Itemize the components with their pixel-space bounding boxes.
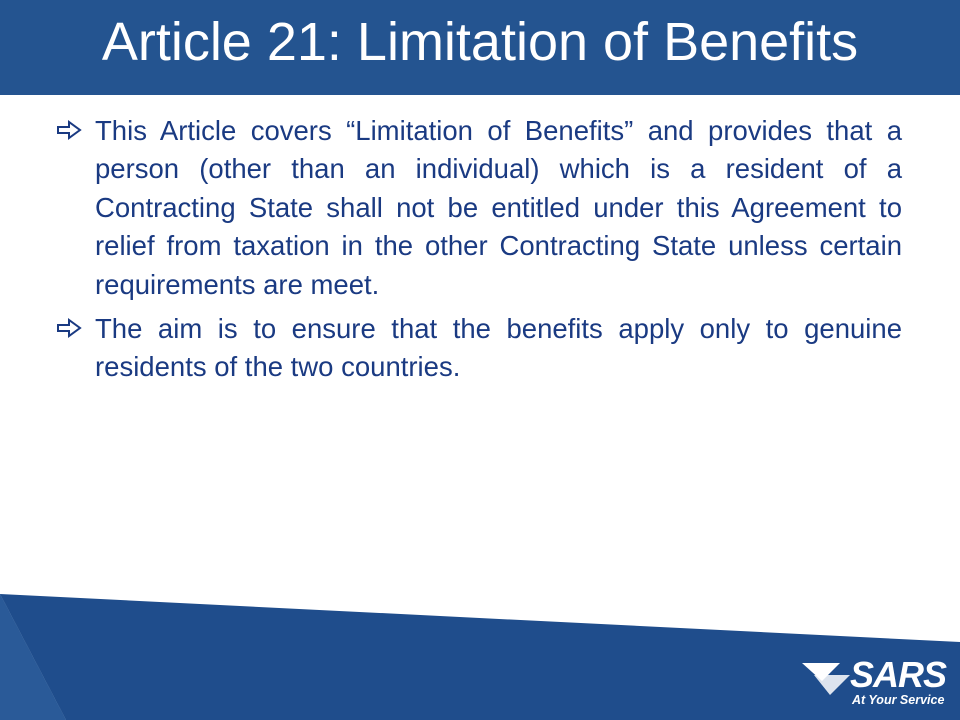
slide-body — [56, 112, 902, 393]
slide-title: Article 21: Limitation of Benefits — [101, 12, 859, 72]
bullet-item — [56, 112, 902, 304]
bullet-text: This Article covers “Limitation of Benefits” and provides that a person (other than an individual) which is a resident of a Contracting State shall not be entitled under this Agreement to relief from taxation in the other Contracting State unless certain requirements are meet. — [95, 115, 902, 300]
sars-logo — [800, 655, 950, 710]
title-bar — [0, 0, 960, 95]
logo-tagline: At Your Service — [852, 693, 945, 707]
logo-wordmark: SARS — [850, 654, 947, 695]
bullet-item — [56, 310, 902, 387]
bullet-text: The aim is to ensure that the benefits apply only to genuine residents of the two countries. — [95, 313, 902, 383]
outline-arrow-right-icon — [56, 120, 82, 140]
outline-arrow-right-icon — [56, 318, 82, 338]
